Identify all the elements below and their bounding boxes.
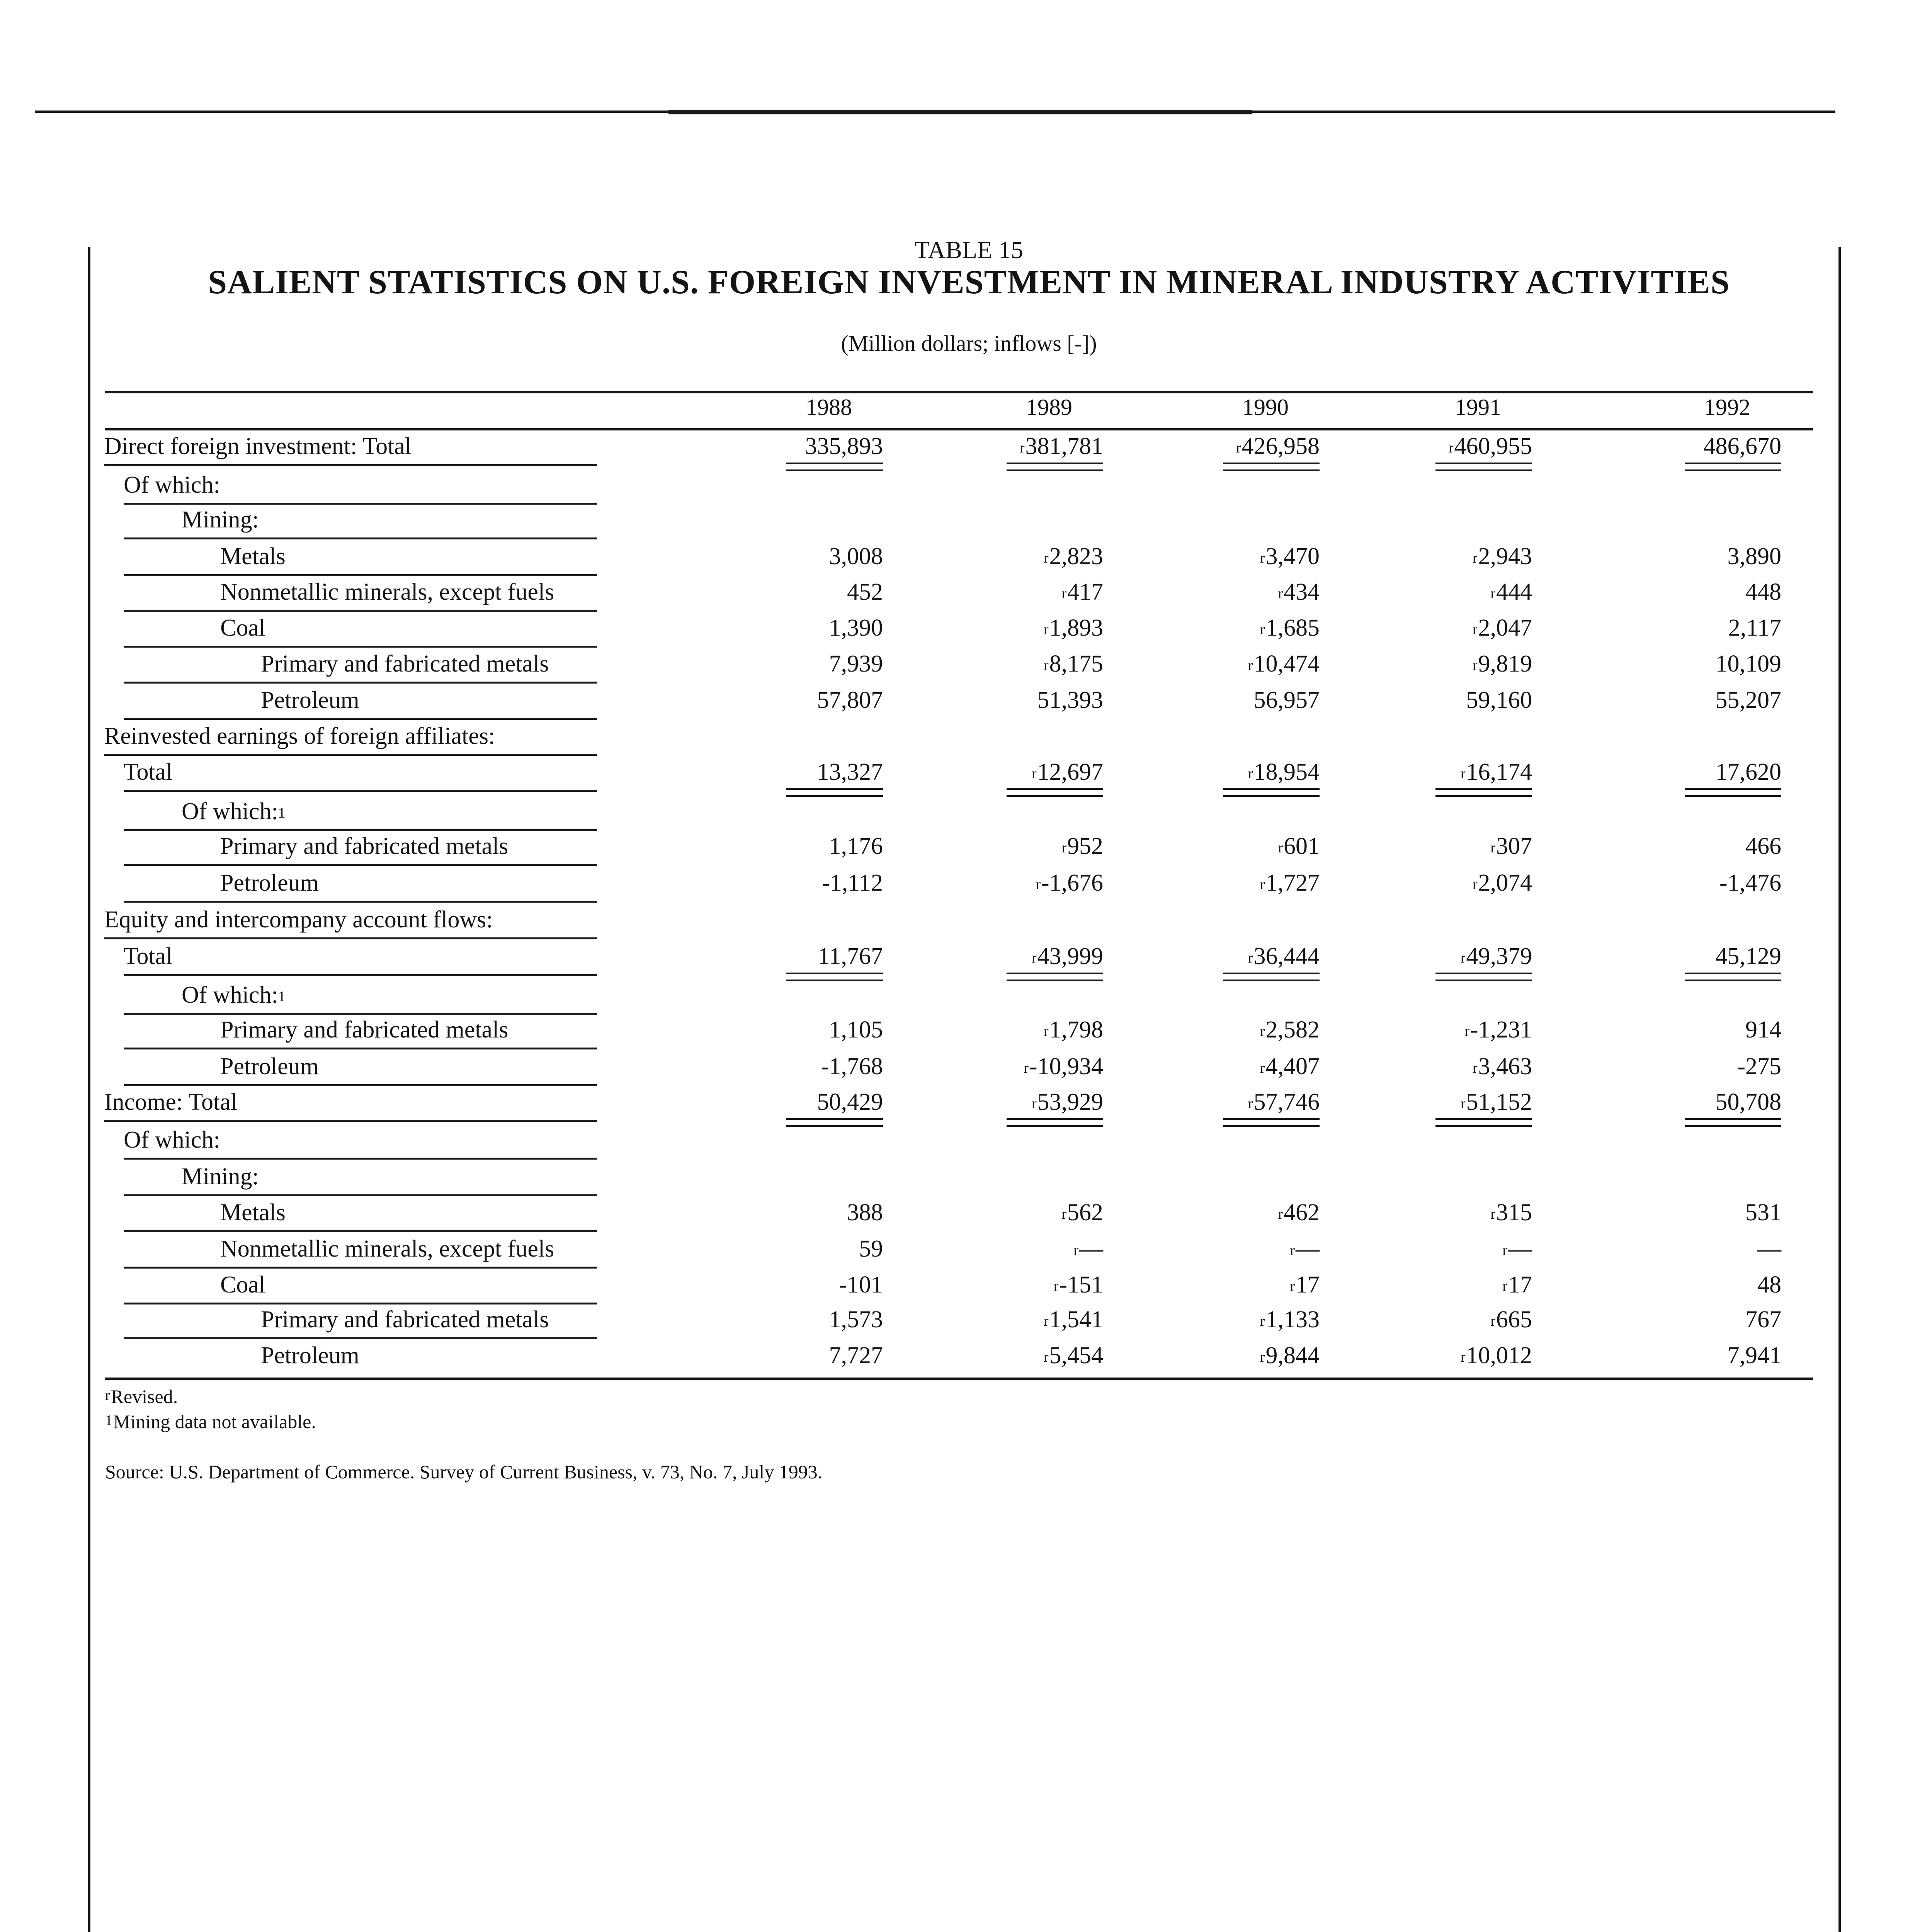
revised-mark: r <box>1031 765 1037 782</box>
table-cell: 59 <box>859 1236 883 1262</box>
revised-mark: r <box>1278 585 1283 602</box>
revised-mark: r <box>1260 1349 1265 1365</box>
revised-mark: r <box>1019 440 1025 456</box>
table-cell: $^r$417 <box>1061 579 1103 605</box>
row-rule <box>124 1267 597 1269</box>
row-label: Mining: <box>182 1163 259 1190</box>
table-cell: $^r$— <box>1502 1236 1532 1262</box>
total-underline <box>1685 1118 1781 1120</box>
table-cell: $^r$17 <box>1502 1272 1532 1298</box>
revised-mark: r <box>1502 1278 1507 1294</box>
revised-mark: r <box>1236 440 1241 456</box>
table-cell: $^r$8,175 <box>1043 651 1103 677</box>
total-underline <box>786 1118 883 1120</box>
table-cell: 2,117 <box>1728 615 1781 641</box>
table-cell: $^r$426,958 <box>1236 433 1320 459</box>
row-rule <box>124 646 597 648</box>
table-cell: -1,112 <box>822 870 883 896</box>
table-number: TABLE 15 <box>914 236 1024 264</box>
table-cell: $^r$952 <box>1061 833 1103 859</box>
total-underline <box>1223 788 1320 790</box>
table-cell: 767 <box>1745 1306 1781 1333</box>
table-cell: $^r$— <box>1073 1236 1103 1262</box>
row-label: Primary and fabricated metals <box>220 833 509 859</box>
table-row <box>0 431 1932 466</box>
footnote-ref: 1 <box>278 988 286 1005</box>
total-underline <box>786 463 883 464</box>
total-underline <box>1435 788 1532 790</box>
table-cell: $^r$10,474 <box>1248 651 1320 677</box>
table-row <box>0 1087 1932 1122</box>
total-underline <box>1007 973 1103 974</box>
table-cell: $^r$315 <box>1490 1199 1532 1226</box>
table-cell: $^r$1,541 <box>1043 1306 1103 1333</box>
revised-mark: r <box>1290 1278 1295 1294</box>
table-cell: $^r$— <box>1290 1236 1320 1262</box>
total-underline <box>1435 973 1532 974</box>
table-cell: -275 <box>1737 1053 1781 1080</box>
year-header-1: 1989 <box>1026 395 1072 420</box>
total-underline <box>1223 1118 1320 1120</box>
row-label: Primary and fabricated metals <box>261 1306 549 1333</box>
row-label: Metals <box>220 1199 286 1226</box>
table-row <box>0 867 1932 903</box>
table-cell: 335,893 <box>805 433 883 459</box>
revised-mark: r <box>1024 1060 1029 1076</box>
table-cell: 388 <box>847 1199 883 1226</box>
row-label: Of which:$^1$ <box>182 798 286 825</box>
revised-mark: r <box>1490 840 1495 856</box>
year-header-3: 1991 <box>1455 395 1501 420</box>
table-cell: 3,008 <box>829 543 883 570</box>
footnote-revised: $^r$Revised. <box>105 1386 178 1407</box>
row-rule <box>104 464 597 466</box>
table-row <box>0 757 1932 792</box>
revised-mark: r <box>1053 1278 1059 1294</box>
table-row <box>0 577 1932 612</box>
table-cell: 57,807 <box>817 687 883 713</box>
table-row <box>0 831 1932 866</box>
row-label: Coal <box>220 1272 266 1298</box>
footnote-1-mark: 1 <box>105 1412 112 1429</box>
row-rule <box>124 1084 597 1086</box>
table-cell: $^r$5,454 <box>1043 1342 1103 1369</box>
table-row <box>0 941 1932 976</box>
row-rule <box>104 1120 597 1122</box>
year-header-2: 1990 <box>1242 395 1289 420</box>
row-label: Of which:$^1$ <box>182 982 286 1008</box>
table-cell: $^r$-10,934 <box>1024 1053 1103 1080</box>
row-label: Petroleum <box>220 1053 319 1080</box>
table-cell: $^r$3,470 <box>1260 543 1320 570</box>
revised-mark: r <box>1490 585 1495 602</box>
table-cell: $^r$307 <box>1490 833 1532 859</box>
row-rule <box>124 974 597 976</box>
table-cell: 466 <box>1745 833 1781 859</box>
table-cell: $^r$2,582 <box>1260 1017 1320 1043</box>
total-underline <box>1007 1118 1103 1120</box>
table-cell: $^r$2,047 <box>1472 615 1532 641</box>
row-rule <box>104 754 597 756</box>
row-label: Nonmetallic minerals, except fuels <box>220 1236 554 1262</box>
row-label: Nonmetallic minerals, except fuels <box>220 579 554 605</box>
table-cell: 7,941 <box>1727 1342 1781 1369</box>
table-cell: $^r$460,955 <box>1448 433 1532 459</box>
revised-mark: r <box>1260 550 1265 566</box>
table-cell: -1,768 <box>821 1053 883 1080</box>
table-row <box>0 648 1932 684</box>
table-cell: $^r$-1,676 <box>1036 870 1103 896</box>
row-label: Total <box>124 943 173 969</box>
year-header-4: 1992 <box>1704 395 1750 420</box>
row-rule <box>124 610 597 612</box>
revised-mark: r <box>1061 1206 1066 1222</box>
table-cell: 48 <box>1757 1272 1781 1298</box>
table-cell: 448 <box>1745 579 1781 605</box>
table-cell: $^r$43,999 <box>1031 943 1103 969</box>
revised-mark: r <box>1472 876 1478 893</box>
total-underline <box>1007 788 1103 790</box>
table-row <box>0 1269 1932 1305</box>
table-cell: $^r$1,685 <box>1260 615 1320 641</box>
table-cell: 10,109 <box>1715 651 1781 677</box>
table-cell: $^r$444 <box>1490 579 1532 605</box>
table-row <box>0 685 1932 720</box>
table-cell: 45,129 <box>1715 943 1781 969</box>
header-bottom-rule <box>105 428 1813 430</box>
revised-mark: r <box>1248 765 1253 782</box>
table-row <box>0 612 1932 648</box>
table-cell: -1,476 <box>1719 870 1781 896</box>
table-row <box>0 1014 1932 1050</box>
table-cell: 452 <box>847 579 883 605</box>
revised-mark: r <box>1043 1023 1049 1039</box>
table-cell: 17,620 <box>1715 759 1781 785</box>
table-cell: $^r$-1,231 <box>1464 1017 1532 1043</box>
table-cell: 56,957 <box>1253 687 1320 713</box>
table-row <box>0 1304 1932 1340</box>
revised-mark: r <box>1460 1349 1466 1365</box>
table-cell: $^r$1,798 <box>1043 1017 1103 1043</box>
row-rule <box>124 574 597 576</box>
revised-mark: r <box>1260 876 1265 893</box>
table-cell: $^r$12,697 <box>1031 759 1103 785</box>
table-row <box>0 796 1932 832</box>
row-rule <box>124 1337 597 1339</box>
revised-mark: r <box>1248 950 1253 966</box>
revised-mark: r <box>1278 840 1283 856</box>
table-cell: 11,767 <box>818 943 883 969</box>
row-rule <box>124 790 597 792</box>
table-cell: $^r$1,133 <box>1260 1306 1320 1333</box>
table-cell: $^r$3,463 <box>1472 1053 1532 1080</box>
revised-mark: r <box>1260 621 1265 638</box>
row-rule <box>124 1194 597 1196</box>
revised-mark: r <box>1460 950 1466 966</box>
table-cell: 59,160 <box>1466 687 1532 713</box>
table-cell: $^r$17 <box>1290 1272 1320 1298</box>
row-label: Petroleum <box>261 1342 359 1369</box>
table-cell: 1,176 <box>829 833 883 859</box>
table-cell: 51,393 <box>1037 687 1103 713</box>
table-cell: $^r$-151 <box>1053 1272 1103 1298</box>
table-cell: 3,890 <box>1727 543 1781 570</box>
revised-mark: r <box>1043 1313 1049 1329</box>
revised-mark: r <box>1073 1242 1078 1259</box>
table-top-rule <box>105 391 1813 393</box>
revised-mark: r <box>1260 1023 1265 1039</box>
row-label: Mining: <box>182 507 259 533</box>
table-cell: — <box>1757 1236 1781 1262</box>
table-row <box>0 469 1932 505</box>
row-rule <box>124 718 597 720</box>
table-cell: -101 <box>839 1272 883 1298</box>
row-label: Of which: <box>124 1127 220 1153</box>
footnote-1: $^1$Mining data not available. <box>105 1411 316 1432</box>
total-underline <box>1685 463 1781 464</box>
row-label: Equity and intercompany account flows: <box>104 906 493 933</box>
table-row <box>0 504 1932 540</box>
table-cell: $^r$57,746 <box>1248 1089 1320 1115</box>
total-underline <box>1435 463 1532 464</box>
table-cell: $^r$562 <box>1061 1199 1103 1226</box>
table-cell: $^r$434 <box>1278 579 1320 605</box>
revised-mark: r <box>1490 1313 1495 1329</box>
table-cell: $^r$1,727 <box>1260 870 1320 896</box>
revised-mark: r <box>1248 1095 1253 1112</box>
table-cell: $^r$4,407 <box>1260 1053 1320 1080</box>
row-label: Petroleum <box>220 870 319 896</box>
revised-mark: r <box>1260 1060 1265 1076</box>
revised-mark: r <box>1061 585 1066 602</box>
table-row <box>0 1197 1932 1233</box>
revised-mark: r <box>1472 1060 1478 1076</box>
table-bottom-rule <box>105 1378 1813 1380</box>
table-cell: $^r$16,174 <box>1460 759 1532 785</box>
row-label: Primary and fabricated metals <box>220 1017 509 1043</box>
table-row <box>0 904 1932 940</box>
revised-mark: r <box>105 1387 110 1403</box>
row-rule <box>124 901 597 903</box>
table-cell: $^r$2,823 <box>1043 543 1103 570</box>
table-cell: $^r$9,844 <box>1260 1342 1320 1369</box>
table-cell: $^r$2,074 <box>1472 870 1532 896</box>
table-row <box>0 541 1932 577</box>
total-underline <box>1685 788 1781 790</box>
table-row <box>0 1051 1932 1087</box>
table-cell: $^r$53,929 <box>1031 1089 1103 1115</box>
source-note: Source: U.S. Department of Commerce. Survey of Current Business, v. 73, No. 7, July 1993. <box>105 1461 823 1483</box>
table-cell: $^r$36,444 <box>1248 943 1320 969</box>
revised-mark: r <box>1036 876 1041 893</box>
table-cell: 50,429 <box>817 1089 883 1115</box>
revised-mark: r <box>1278 1206 1283 1222</box>
table-cell: 50,708 <box>1715 1089 1781 1115</box>
revised-mark: r <box>1260 1313 1265 1329</box>
table-title: SALIENT STATISTICS ON U.S. FOREIGN INVESTMENT IN MINERAL INDUSTRY ACTIVITIES <box>208 264 1730 301</box>
row-label: Total <box>124 759 173 785</box>
row-rule <box>124 682 597 684</box>
year-header-0: 1988 <box>806 395 852 420</box>
table-cell: 486,670 <box>1703 433 1781 459</box>
row-label: Of which: <box>124 472 220 498</box>
revised-mark: r <box>1490 1206 1495 1222</box>
table-cell: 7,939 <box>829 651 883 677</box>
revised-mark: r <box>1031 950 1037 966</box>
table-cell: $^r$10,012 <box>1460 1342 1532 1369</box>
table-cell: $^r$601 <box>1278 833 1320 859</box>
table-cell: 1,390 <box>829 615 883 641</box>
revised-mark: r <box>1043 1349 1049 1365</box>
revised-mark: r <box>1031 1095 1037 1112</box>
table-cell: 55,207 <box>1715 687 1781 713</box>
table-cell: $^r$1,893 <box>1043 615 1103 641</box>
revised-mark: r <box>1472 550 1478 566</box>
row-rule <box>124 1158 597 1160</box>
table-cell: $^r$18,954 <box>1248 759 1320 785</box>
row-rule <box>124 864 597 866</box>
table-cell: 914 <box>1745 1017 1781 1043</box>
table-cell: 13,327 <box>817 759 883 785</box>
revised-mark: r <box>1448 440 1454 456</box>
revised-mark: r <box>1502 1242 1507 1259</box>
table-cell: $^r$381,781 <box>1019 433 1103 459</box>
table-units: (Million dollars; inflows [-]) <box>841 331 1097 356</box>
row-rule <box>124 1230 597 1232</box>
row-label: Petroleum <box>261 687 359 713</box>
table-row <box>0 1340 1932 1376</box>
total-underline <box>1223 463 1320 464</box>
table-cell: $^r$51,152 <box>1460 1089 1532 1115</box>
table-cell: $^r$665 <box>1490 1306 1532 1333</box>
row-rule <box>104 937 597 939</box>
revised-mark: r <box>1248 657 1253 673</box>
table-row <box>0 721 1932 756</box>
table-cell: 531 <box>1745 1199 1781 1226</box>
total-underline <box>786 973 883 974</box>
revised-mark: r <box>1472 621 1478 638</box>
revised-mark: r <box>1061 840 1066 856</box>
row-label: Income: Total <box>104 1089 238 1115</box>
row-label: Metals <box>220 543 286 570</box>
row-label: Reinvested earnings of foreign affiliates: <box>104 723 495 749</box>
table-row <box>0 1233 1932 1269</box>
revised-mark: r <box>1472 657 1478 673</box>
table-cell: 1,105 <box>829 1017 883 1043</box>
table-cell: $^r$2,943 <box>1472 543 1532 570</box>
table-cell: $^r$49,379 <box>1460 943 1532 969</box>
row-label: Direct foreign investment: Total <box>104 433 412 459</box>
row-rule <box>124 1048 597 1049</box>
total-underline <box>1223 973 1320 974</box>
revised-mark: r <box>1464 1023 1469 1039</box>
table-cell: $^r$9,819 <box>1472 651 1532 677</box>
total-underline <box>786 788 883 790</box>
total-underline <box>1435 1118 1532 1120</box>
row-rule <box>124 537 597 539</box>
table-row <box>0 1124 1932 1160</box>
total-underline <box>1007 463 1103 464</box>
revised-mark: r <box>1460 765 1466 782</box>
table-cell: 7,727 <box>829 1342 883 1369</box>
table-cell: $^r$462 <box>1278 1199 1320 1226</box>
revised-mark: r <box>1043 550 1049 566</box>
total-underline <box>1685 973 1781 974</box>
footnote-ref: 1 <box>278 805 286 821</box>
table-row <box>0 1161 1932 1197</box>
row-label: Coal <box>220 615 266 641</box>
revised-mark: r <box>1460 1095 1466 1112</box>
table-cell: 1,573 <box>829 1306 883 1333</box>
revised-mark: r <box>1043 657 1049 673</box>
top-rule-thick <box>668 110 1252 114</box>
revised-mark: r <box>1290 1242 1295 1259</box>
revised-mark: r <box>1043 621 1049 638</box>
row-label: Primary and fabricated metals <box>261 651 549 677</box>
table-row <box>0 980 1932 1015</box>
